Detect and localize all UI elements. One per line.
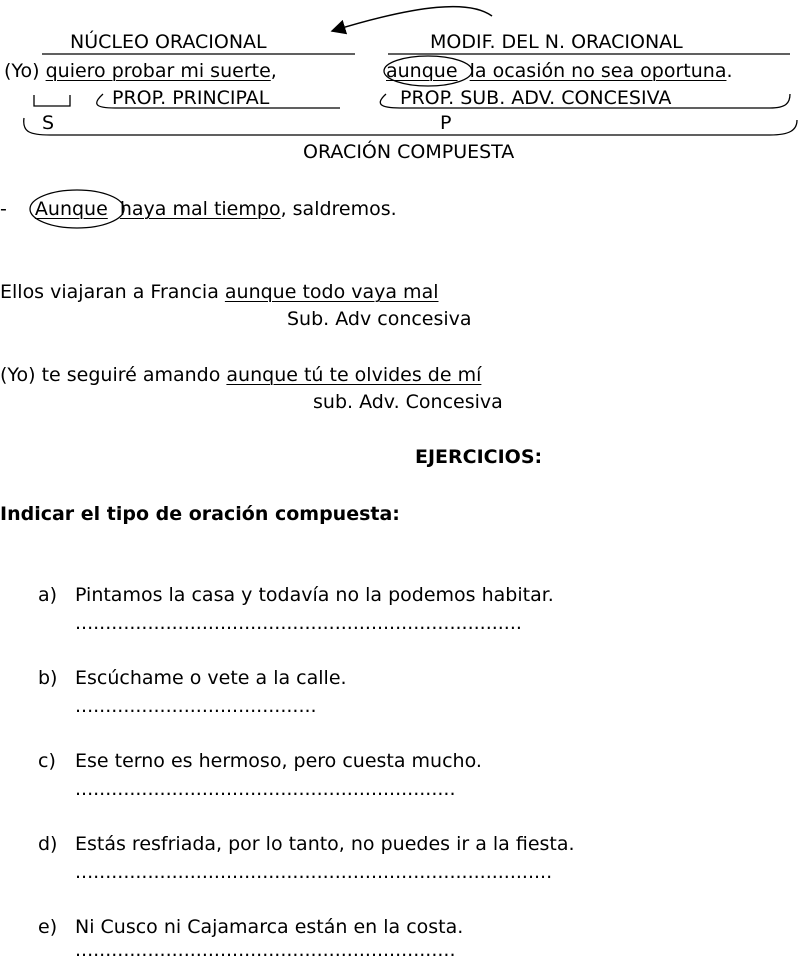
exercise-b-answer[interactable]: ........................................ <box>75 695 317 717</box>
prop-principal-label: PROP. PRINCIPAL <box>112 87 270 109</box>
exercise-a-text: Pintamos la casa y todavía no la podemos habitar. <box>75 584 554 606</box>
exercise-d-answer[interactable]: ............................................................................... <box>75 861 553 883</box>
subject-bracket <box>34 95 70 106</box>
example-1-clause: haya mal tiempo <box>119 198 281 220</box>
exercise-a-letter: a) <box>38 584 58 606</box>
sentence-brace <box>24 118 797 135</box>
exercise-c-letter: c) <box>38 750 56 772</box>
exercises-title: EJERCICIOS: <box>415 446 543 468</box>
exercise-d-letter: d) <box>38 833 58 855</box>
exercise-e-answer[interactable]: ............................................................... <box>75 939 456 961</box>
exercise-a-answer[interactable]: .......................................................................... <box>75 612 522 634</box>
subject: (Yo) <box>4 60 40 82</box>
exercise-d-text: Estás resfriada, por lo tanto, no puedes ir a la fiesta. <box>75 833 575 855</box>
example-2 <box>0 281 439 303</box>
s-label: S <box>42 112 55 134</box>
example-1-nexus: Aunque <box>34 198 108 220</box>
nexus-aunque: aunque <box>386 60 458 82</box>
exercise-e-letter: e) <box>38 916 58 938</box>
exercise-c-answer[interactable]: ............................................................... <box>75 778 456 800</box>
example-1-rest: , saldremos. <box>280 198 397 220</box>
instruction: Indicar el tipo de oración compuesta: <box>0 503 400 525</box>
example-3-lead: (Yo) te seguiré amando <box>0 364 227 386</box>
exercise-b-letter: b) <box>38 667 58 689</box>
example-2-lead: Ellos viajaran a Francia <box>0 281 225 303</box>
subordinate-clause: la ocasión no sea oportuna <box>469 60 727 82</box>
diagram-subordinate <box>386 60 733 82</box>
compound-label: ORACIÓN COMPUESTA <box>303 141 515 163</box>
exercise-c-text: Ese terno es hermoso, pero cuesta mucho. <box>75 750 482 772</box>
prop-sub-label: PROP. SUB. ADV. CONCESIVA <box>400 87 672 109</box>
exercise-e-text: Ni Cusco ni Cajamarca están en la costa. <box>75 916 464 938</box>
example-3-underlined: aunque tú te olvides de mí <box>226 364 482 386</box>
nucleo-label: NÚCLEO ORACIONAL <box>70 31 267 53</box>
example-2-underlined: aunque todo vaya mal <box>224 281 439 303</box>
diagram-sentence <box>4 60 277 82</box>
example-2-label: Sub. Adv concesiva <box>287 308 472 330</box>
period: . <box>726 60 733 82</box>
example-3-label: sub. Adv. Concesiva <box>313 391 503 413</box>
example-3 <box>0 364 481 386</box>
comma: , <box>270 60 277 82</box>
arrow-icon <box>332 7 492 31</box>
example-1-dash: - <box>0 198 7 220</box>
p-label: P <box>440 112 452 134</box>
exercise-b-text: Escúchame o vete a la calle. <box>75 667 347 689</box>
modif-label: MODIF. DEL N. ORACIONAL <box>430 31 683 53</box>
principal-clause: quiero probar mi suerte <box>45 60 271 82</box>
example-1 <box>0 198 397 220</box>
